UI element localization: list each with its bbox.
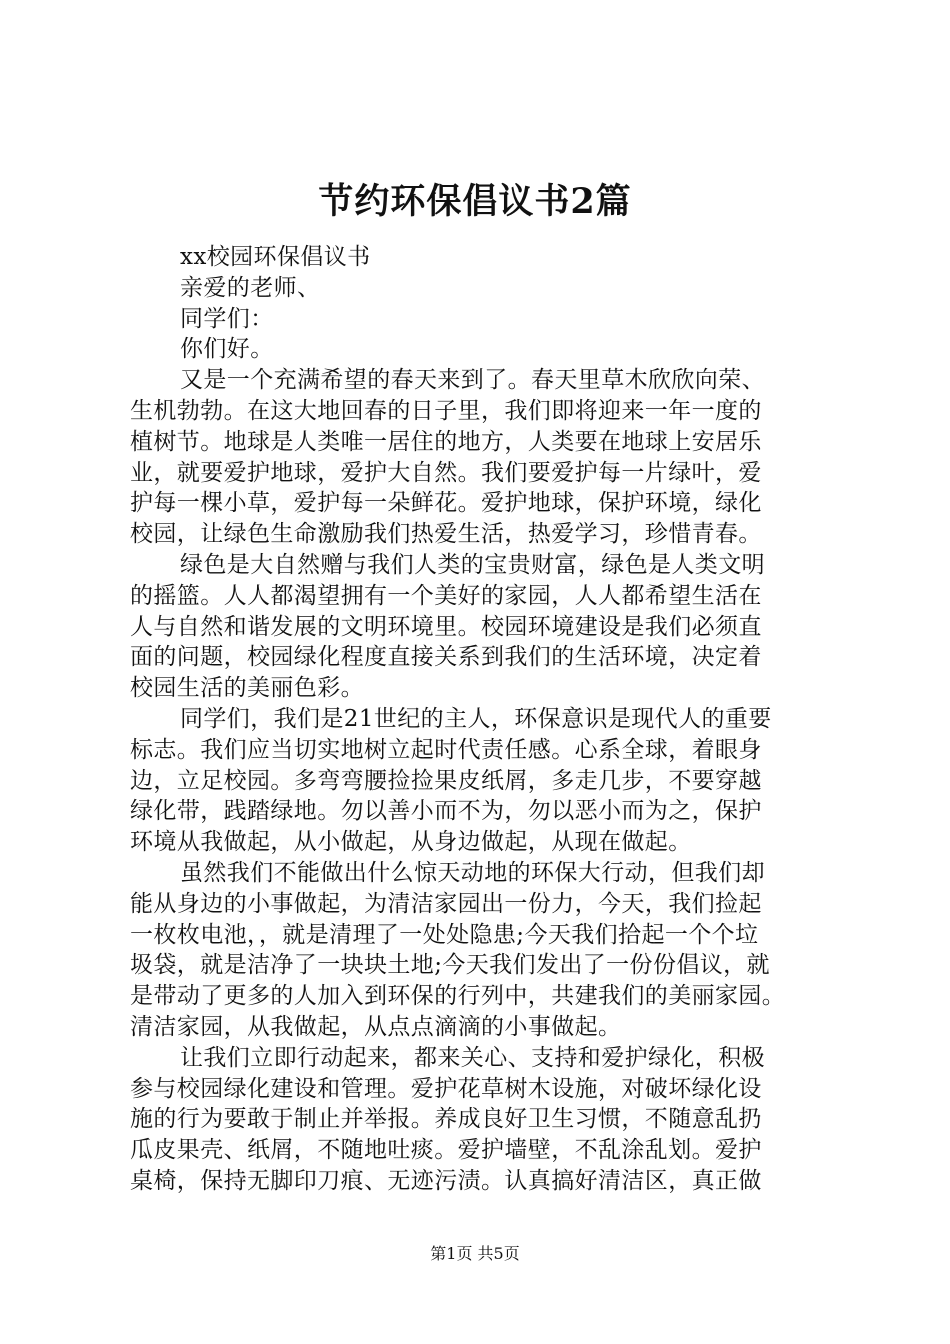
text-line: 圾袋，就是洁净了一块块土地;今天我们发出了一份份倡议，就 (130, 952, 770, 979)
text-line: 同学们： (180, 305, 274, 332)
page-footer: 第1页 共5页 (430, 1244, 520, 1263)
text-line: 同学们，我们是21世纪的主人，环保意识是现代人的重要 (180, 705, 772, 732)
text-line: 虽然我们不能做出什么惊天动地的环保大行动，但我们却 (180, 859, 765, 886)
text-line: 环境从我做起，从小做起，从身边做起，从现在做起。 (130, 829, 692, 856)
text-line: 能从身边的小事做起，为清洁家园出一份力，今天，我们捡起 (130, 890, 762, 917)
text-line: 瓜皮果壳、纸屑，不随地吐痰。爱护墙壁，不乱涂乱划。爱护 (130, 1137, 762, 1164)
text-line: 生机勃勃。在这大地回春的日子里，我们即将迎来一年一度的 (130, 397, 762, 424)
document-title: 节约环保倡议书2篇 (318, 181, 632, 222)
text-line: 又是一个充满希望的春天来到了。春天里草木欣欣向荣、 (180, 367, 765, 394)
text-line: 你们好。 (180, 336, 274, 363)
text-line: 绿化带，践踏绿地。勿以善小而不为，勿以恶小而为之，保护 (130, 798, 762, 825)
text-line: 校园生活的美丽色彩。 (130, 675, 364, 702)
text-line: 植树节。地球是人类唯一居住的地方，人类要在地球上安居乐 (130, 428, 762, 455)
text-line: 绿色是大自然赠与我们人类的宝贵财富，绿色是人类文明 (180, 551, 765, 578)
text-line: 让我们立即行动起来，都来关心、支持和爱护绿化，积极 (180, 1044, 765, 1071)
document-body (130, 242, 834, 1197)
text-line: 的摇篮。人人都渴望拥有一个美好的家园，人人都希望生活在 (130, 582, 762, 609)
text-line: 桌椅，保持无脚印刀痕、无迹污渍。认真搞好清洁区，真正做 (130, 1167, 762, 1194)
text-line: 业，就要爱护地球，爱护大自然。我们要爱护每一片绿叶，爱 (130, 459, 762, 486)
text-line: 参与校园绿化建设和管理。爱护花草树木设施，对破坏绿化设 (130, 1075, 762, 1102)
text-line: 清洁家园，从我做起，从点点滴滴的小事做起。 (130, 1013, 622, 1040)
text-line: 人与自然和谐发展的文明环境里。校园环境建设是我们必须直 (130, 613, 762, 640)
text-line: 一枚枚电池，，就是清理了一处处隐患;今天我们拾起一个个垃 (130, 921, 759, 948)
text-line: 校园，让绿色生命激励我们热爱生活，热爱学习，珍惜青春。 (130, 521, 762, 548)
text-line: 是带动了更多的人加入到环保的行列中，共建我们的美丽家园。 (130, 983, 786, 1010)
text-line: 面的问题，校园绿化程度直接关系到我们的生活环境，决定着 (130, 644, 762, 671)
text-line: xx校园环保倡议书 (180, 244, 371, 270)
text-line: 亲爱的老师、 (180, 274, 321, 301)
text-line: 标志。我们应当切实地树立起时代责任感。心系全球，着眼身 (130, 736, 762, 763)
text-line: 边，立足校园。多弯弯腰捡捡果皮纸屑，多走几步，不要穿越 (130, 767, 762, 794)
text-line: 施的行为要敢于制止并举报。养成良好卫生习惯，不随意乱扔 (130, 1106, 762, 1133)
text-line: 护每一棵小草，爱护每一朵鲜花。爱护地球，保护环境，绿化 (130, 490, 762, 517)
